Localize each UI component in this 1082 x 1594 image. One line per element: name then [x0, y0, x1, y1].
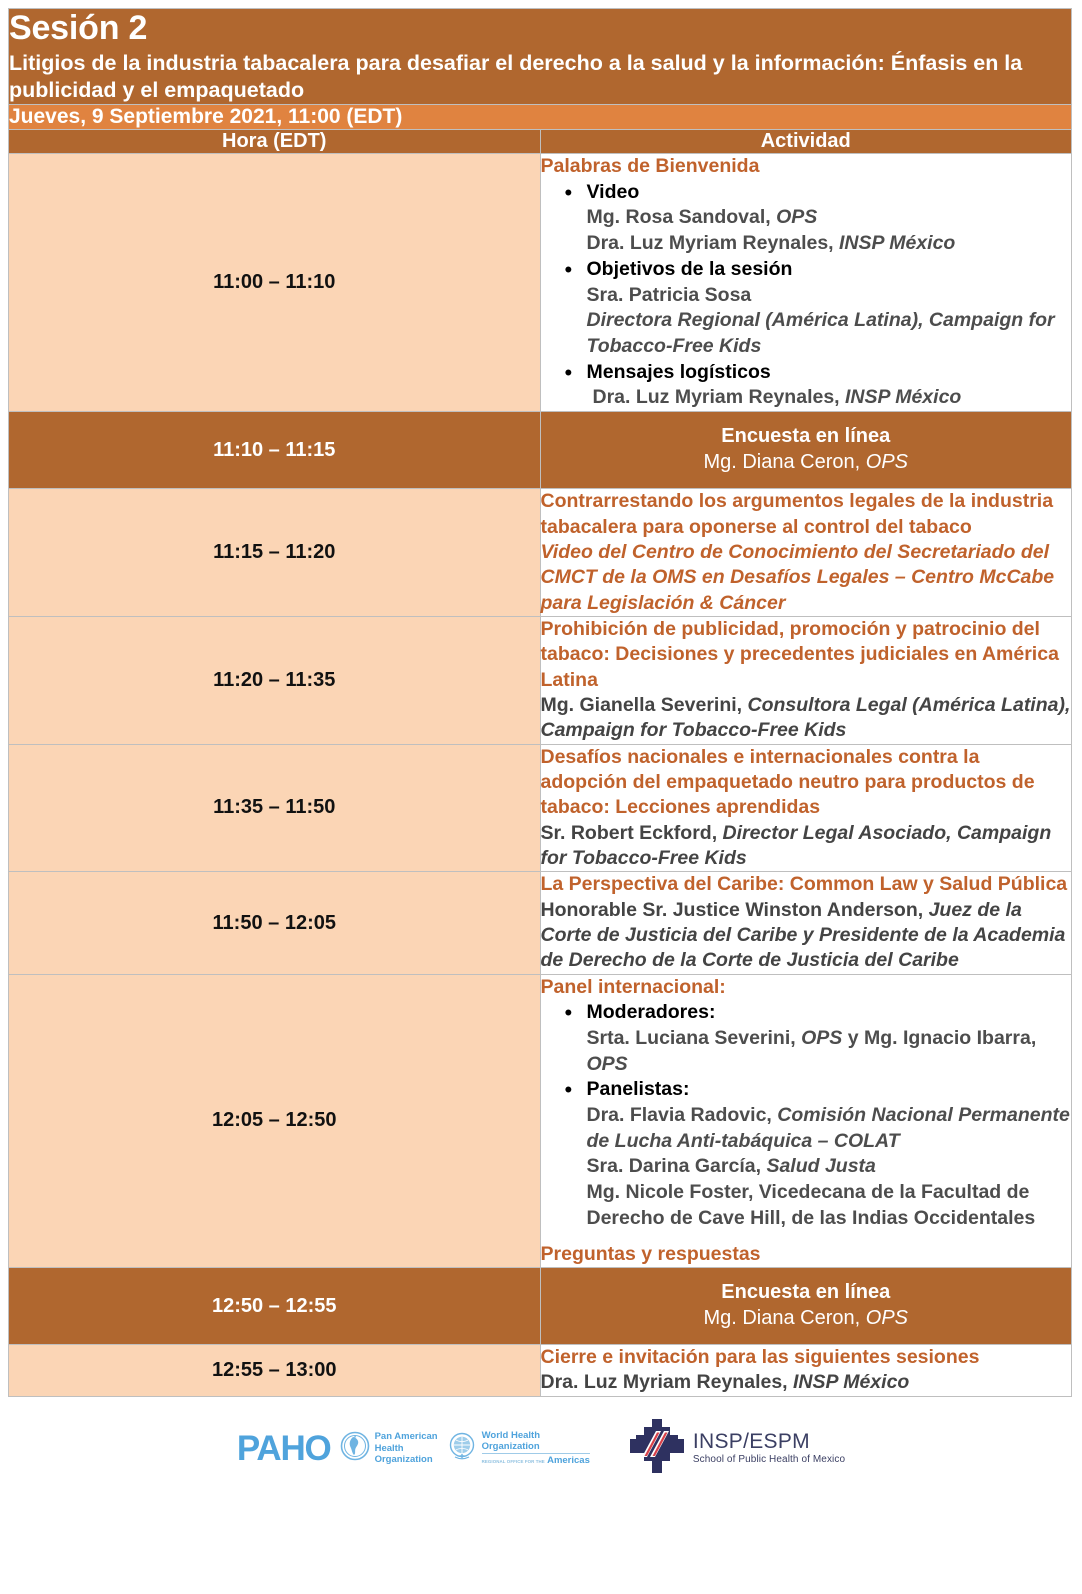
activity-title: Panel internacional: [540, 975, 726, 998]
bullet-line-italic: INSP México [845, 386, 962, 409]
bullet-line-plain: Sra. Patricia Sosa [586, 283, 752, 306]
table-row [9, 412, 1072, 489]
column-header-time: Hora (EDT) [9, 130, 541, 154]
insp-tagline: School of Public Health of Mexico [692, 1453, 846, 1465]
bullet-line-plain: Dra. Luz Myriam Reynales, [586, 232, 840, 255]
table-row [9, 974, 1072, 1267]
activity-title: Encuesta en línea [721, 425, 891, 448]
activity-title: Desafíos nacionales e internacionales contra la adopción del empaquetado neutro para productos de tabaco: Lecciones aprendidas [540, 745, 1035, 819]
bullet-line-plain: Dra. Flavia Radovic, [586, 1104, 778, 1126]
date-band: Jueves, 9 Septiembre 2021, 11:00 (EDT) [9, 105, 1072, 130]
row-time: 11:35 – 11:50 [9, 744, 541, 872]
title-band [9, 9, 1072, 105]
title-row [9, 9, 1072, 105]
list-item [587, 360, 1072, 411]
row-time: 12:50 – 12:55 [9, 1268, 541, 1345]
bullet-label: • Panelistas: [586, 1078, 690, 1101]
table-row [9, 489, 1072, 617]
spacer [541, 1232, 1072, 1242]
bullet-line-italic: Directora Regional (América Latina), Campaign for Tobacco-Free Kids [586, 309, 1055, 357]
session-subtitle: Litigios de la industria tabacalera para desafiar el derecho a la salud y la información: Énfasis en la publicidad y el empaquetado [9, 51, 1023, 103]
bullet-line-italic: Comisión Nacional Permanente de Lucha Anti-tabáquica – COLAT [586, 1104, 1070, 1152]
paho-wordmark: PAHO [236, 1428, 331, 1468]
activity-closing: Preguntas y respuestas [540, 1242, 761, 1265]
activity-title: Encuesta en línea [721, 1281, 891, 1304]
row-activity [540, 872, 1072, 974]
activity-bullet-list [541, 180, 1072, 412]
row-time: 12:55 – 13:00 [9, 1345, 541, 1397]
bullet-line-italic: OPS [586, 1052, 628, 1075]
activity-title: La Perspectiva del Caribe: Common Law y Salud Pública [540, 873, 1068, 896]
row-time: 12:05 – 12:50 [9, 974, 541, 1267]
activity-subtitle: Video del Centro de Conocimiento del Secretariado del CMCT de la OMS en Desafíos Legales – Centro McCabe para Legislación & Cáncer [540, 540, 1055, 614]
activity-speaker [541, 1370, 1072, 1395]
activity-speaker [541, 693, 1072, 744]
world-health-organization-lockup [447, 1430, 590, 1467]
list-item [587, 180, 1072, 257]
row-time: 11:15 – 11:20 [9, 489, 541, 617]
list-item [587, 1000, 1072, 1077]
who-line-3: Americas [547, 1455, 590, 1467]
session-label: Sesión 2 [9, 9, 148, 47]
bullet-line [587, 308, 1072, 359]
list-item [587, 1077, 1072, 1231]
table-row [9, 872, 1072, 974]
paho-seal-icon [340, 1431, 370, 1466]
bullet-line-italic: Salud Justa [766, 1155, 876, 1178]
bullet-line-italic: OPS [776, 206, 818, 229]
row-activity [540, 974, 1072, 1267]
agenda-table [8, 8, 1072, 1397]
pan-american-health-organization-lockup [340, 1431, 438, 1466]
bullet-line-plain: Dra. Luz Myriam Reynales, [592, 386, 846, 409]
speaker-name: Dra. Luz Myriam Reynales, [540, 1371, 794, 1394]
bullet-line-plain: Mg. Rosa Sandoval, [586, 206, 777, 229]
bullet-line-italic: INSP México [839, 232, 956, 255]
column-header-activity: Actividad [540, 130, 1072, 154]
speaker-name: Mg. Diana Ceron, [703, 1307, 866, 1330]
activity-speaker [541, 898, 1072, 974]
speaker-affiliation: Juez de la Corte de Justicia del Caribe y Presidente de la Academia de Derecho de la Corte de Justicia del Caribe [540, 898, 1066, 972]
bullet-line-plain: Sra. Darina García, [586, 1155, 767, 1178]
bullet-line [587, 1154, 1072, 1180]
row-activity [540, 1268, 1072, 1345]
speaker-affiliation: OPS [865, 1307, 909, 1330]
bullet-line-italic: OPS [801, 1026, 843, 1049]
bullet-label: • Objetivos de la sesión [586, 257, 793, 280]
activity-speaker [555, 1305, 1058, 1331]
bullet-label: • Moderadores: [586, 1001, 716, 1024]
bullet-line [587, 231, 1072, 257]
row-time: 11:10 – 11:15 [9, 412, 541, 489]
bullet-line [587, 1103, 1072, 1154]
speaker-name: Mg. Gianella Severini, [540, 693, 748, 716]
activity-bullet-list [541, 1000, 1072, 1232]
row-activity [540, 744, 1072, 872]
activity-title: Prohibición de publicidad, promoción y patrocinio del tabaco: Decisiones y precedentes judiciales en América Latina [540, 617, 1059, 691]
bullet-line-plain: y Mg. Ignacio Ibarra, [842, 1026, 1037, 1049]
activity-title: Palabras de Bienvenida [540, 155, 760, 178]
row-activity [540, 616, 1072, 744]
row-time: 11:20 – 11:35 [9, 616, 541, 744]
table-row [9, 154, 1072, 412]
pan-american-health-organization-text [375, 1431, 438, 1465]
paho-line-1: Pan American [374, 1431, 438, 1443]
row-time: 11:50 – 12:05 [9, 872, 541, 974]
bullet-line [587, 283, 1072, 309]
bullet-label: • Video [586, 180, 640, 203]
table-row [9, 744, 1072, 872]
bullet-line [587, 385, 1072, 411]
bullet-line-plain: Srta. Luciana Severini, [586, 1026, 802, 1049]
speaker-affiliation: Consultora Legal (América Latina), Campaign for Tobacco-Free Kids [540, 693, 1071, 742]
activity-title: Contrarrestando los argumentos legales de la industria tabacalera para oponerse al control del tabaco [540, 490, 1054, 538]
bullet-line-plain: Mg. Nicole Foster, Vicedecana de la Facultad de Derecho de Cave Hill, de las Indias Occidentales [586, 1181, 1036, 1229]
who-regional-office-text: REGIONAL OFFICE FOR THE [481, 1459, 545, 1465]
bullet-label: • Mensajes logísticos [586, 360, 771, 383]
who-regional-line [482, 1453, 590, 1466]
activity-title: Cierre e invitación para las siguientes sesiones [540, 1346, 980, 1369]
world-health-organization-text [482, 1430, 590, 1467]
activity-speaker [555, 449, 1058, 475]
insp-mark-icon [630, 1419, 684, 1478]
paho-logo [237, 1430, 590, 1467]
insp-logo [630, 1419, 845, 1478]
date-row [9, 105, 1072, 130]
table-row [9, 1345, 1072, 1397]
bullet-line [587, 1180, 1072, 1231]
row-activity [540, 154, 1072, 412]
paho-line-2: Health [374, 1442, 404, 1454]
speaker-affiliation: Director Legal Asociado, Campaign for Tobacco-Free Kids [540, 821, 1052, 869]
row-activity [540, 1345, 1072, 1397]
who-seal-icon [447, 1431, 477, 1466]
list-item [587, 257, 1072, 360]
footer-logos [0, 1397, 1082, 1492]
table-row [9, 1268, 1072, 1345]
who-line-2: Organization [481, 1441, 540, 1453]
who-line-1: World Health [481, 1429, 541, 1441]
bullet-line [587, 205, 1072, 231]
speaker-name: Honorable Sr. Justice Winston Anderson, [540, 898, 929, 921]
insp-text-block [693, 1431, 845, 1466]
speaker-affiliation: OPS [865, 451, 909, 474]
row-activity [540, 412, 1072, 489]
activity-speaker [541, 821, 1072, 872]
row-activity [540, 489, 1072, 617]
column-header-row [9, 130, 1072, 154]
table-row [9, 616, 1072, 744]
speaker-affiliation: INSP México [793, 1371, 910, 1394]
row-time: 11:00 – 11:10 [9, 154, 541, 412]
paho-line-3: Organization [374, 1453, 433, 1465]
insp-name: INSP/ESPM [692, 1429, 810, 1453]
bullet-line [587, 1026, 1072, 1077]
speaker-name: Sr. Robert Eckford, [540, 821, 723, 844]
speaker-name: Mg. Diana Ceron, [703, 451, 866, 474]
